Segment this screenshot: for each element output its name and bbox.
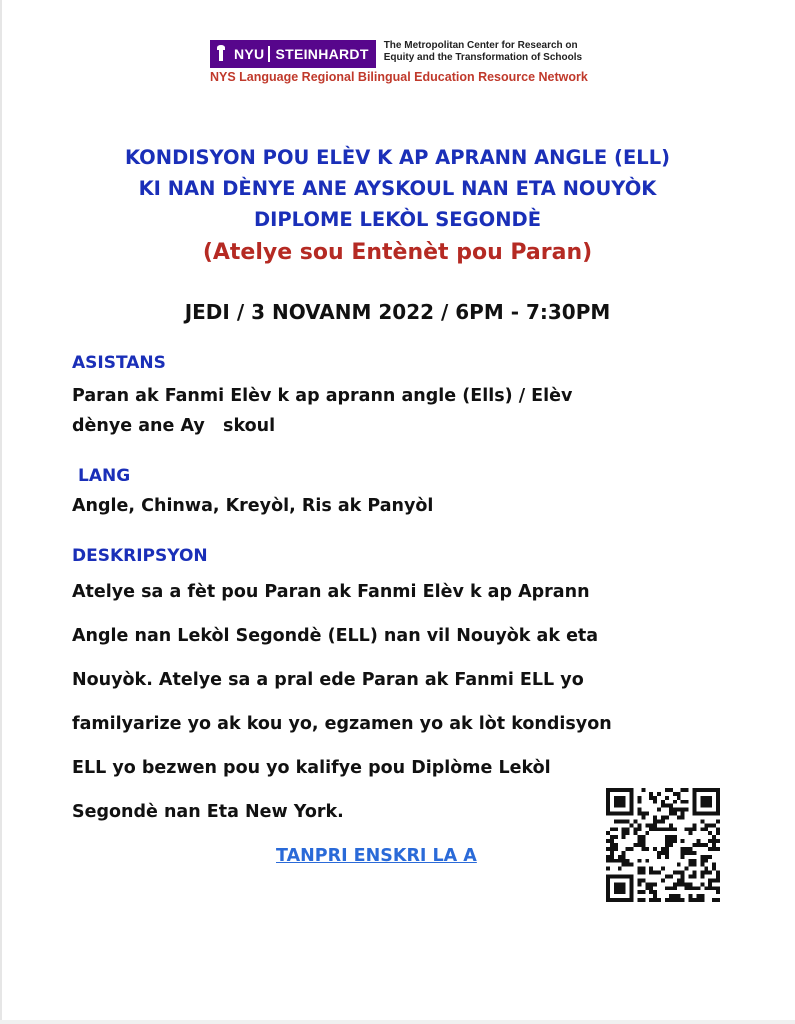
deskripsyon-line: Segondè nan Eta New York. bbox=[72, 802, 344, 822]
center-name-line2: Equity and the Transformation of Schools bbox=[383, 52, 583, 63]
subtitle: (Atelye sou Entènèt pou Paran) bbox=[202, 240, 593, 265]
deskripsyon-line: Atelye sa a fèt pou Paran ak Fanmi Elèv k ap Aprann bbox=[72, 582, 590, 602]
lang-text: Angle, Chinwa, Kreyòl, Ris ak Panyòl bbox=[72, 496, 434, 516]
heading-deskripsyon: DESKRIPSYON bbox=[72, 546, 208, 566]
header-logo bbox=[210, 40, 582, 68]
center-name bbox=[384, 40, 582, 64]
title-line-3: DIPLOME LEKÒL SEGONDÈ bbox=[253, 208, 542, 231]
center-name-line1: The Metropolitan Center for Research on bbox=[383, 40, 578, 51]
nyu-steinhardt-logo bbox=[210, 40, 376, 68]
register-link[interactable]: TANPRI ENSKRI LA A bbox=[276, 846, 477, 866]
deskripsyon-line: Angle nan Lekòl Segondè (ELL) nan vil Nouyòk ak eta bbox=[72, 626, 599, 646]
heading-asistans: ASISTANS bbox=[72, 353, 166, 373]
page-bottom-edge bbox=[0, 1020, 795, 1024]
event-date: JEDI / 3 NOVANM 2022 / 6PM - 7:30PM bbox=[184, 300, 611, 324]
logo-nyu: NYU bbox=[234, 46, 265, 62]
asistans-line-1: Paran ak Fanmi Elèv k ap aprann angle (Ells) / Elèv bbox=[72, 386, 573, 406]
asistans-line-2: dènye ane Ay skoul bbox=[72, 416, 276, 436]
title-line-1: KONDISYON POU ELÈV K AP APRANN ANGLE (ELL) bbox=[124, 146, 671, 169]
deskripsyon-line: ELL yo bezwen pou yo kalifye pou Diplòme Lekòl bbox=[72, 758, 551, 778]
logo-steinhardt: STEINHARDT bbox=[268, 46, 373, 62]
dinosaur-icon bbox=[649, 831, 680, 862]
torch-icon bbox=[212, 42, 230, 66]
deskripsyon-line: familyarize yo ak kou yo, egzamen yo ak lòt kondisyon bbox=[72, 714, 612, 734]
qr-code[interactable] bbox=[606, 788, 720, 902]
title-line-2: KI NAN DÈNYE ANE AYSKOUL NAN ETA NOUYÒK bbox=[138, 177, 657, 200]
network-name: NYS Language Regional Bilingual Education Resource Network bbox=[210, 70, 588, 84]
heading-lang: LANG bbox=[78, 466, 131, 486]
asistans-text bbox=[72, 381, 632, 441]
deskripsyon-line: Nouyòk. Atelye sa a pral ede Paran ak Fanmi ELL yo bbox=[72, 670, 584, 690]
